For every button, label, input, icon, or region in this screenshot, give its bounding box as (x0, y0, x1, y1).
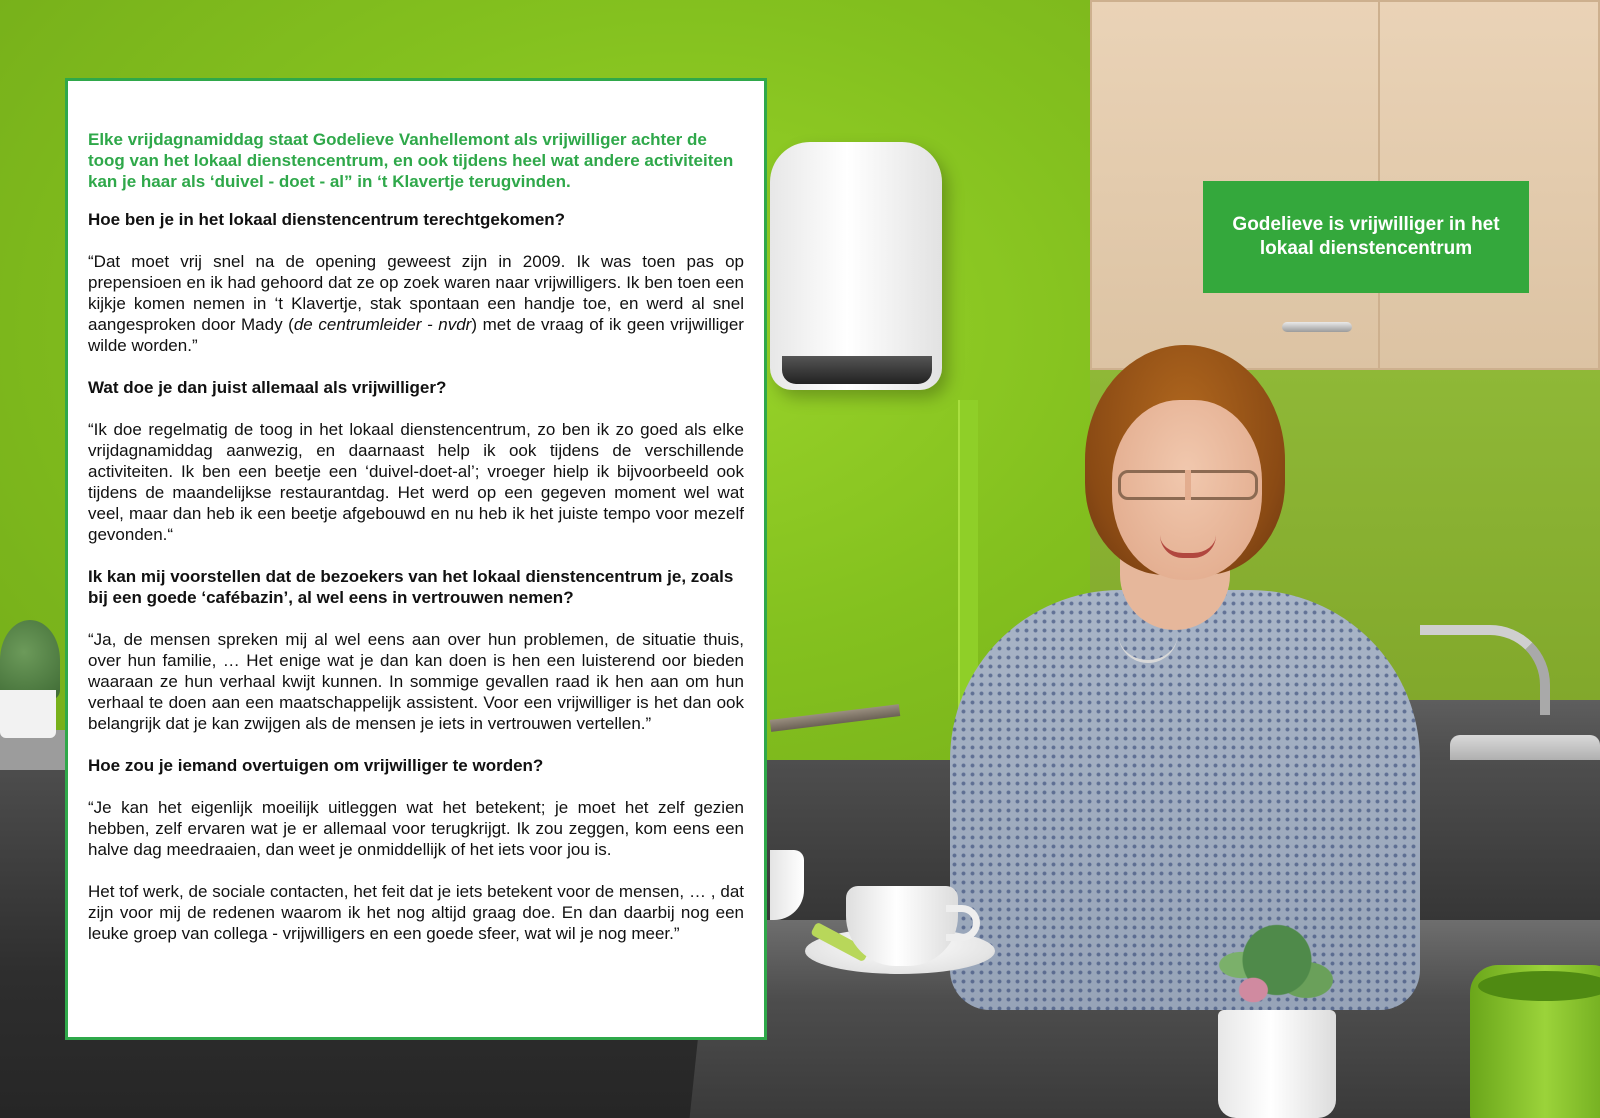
photo-plant-pot (1218, 1010, 1336, 1118)
photo-plant-left (0, 620, 60, 700)
article-panel (65, 78, 767, 1040)
photo-towel-dispenser (770, 142, 942, 390)
photo-person-body (950, 590, 1420, 1010)
answer-3: “Ja, de mensen spreken mij al wel eens aan over hun problemen, de situatie thuis, over hun familie, … Het enige wat je dan kan doen is hen een luisterend oor bieden waaraan ze hun verhaal kwijt kunnen. In sommige gevallen raad ik hen aan om hun verhaal te doen aan een maatschappelijk assistent. Voor een vrijwilliger is het dan ook belangrijk dat je kan zwijgen als de mensen je iets in vertrouwen vertellen.” (88, 630, 744, 733)
photo-succulent (1218, 920, 1336, 1020)
question-3: Ik kan mij voorstellen dat de bezoekers van het lokaal dienstencentrum je, zoals bij een goede ‘cafébazin’, al wel eens in vertrouwen nemen? (88, 567, 734, 607)
answer-1-part-1: “Dat moet vrij snel na de opening geweest zijn in 2009. Ik was toen pas op prepensioen en ik had gehoord dat ze op zoek waren naar vrijwilligers. Ik ben toen een kijkje komen nemen in ‘t Klavertje, stak spontaan een handje toe, en werd al snel aangesproken door Mady ( (88, 252, 744, 334)
photo-glasses (1118, 470, 1258, 500)
answer-5: Het tof werk, de sociale contacten, het feit dat je iets betekent voor de mensen, … , dat zijn voor mij de redenen waarom ik het nog altijd graag doe. En dan daarbij nog een leuke groep van collega - vrijwilligers en een goede sfeer, wat wil je nog meer.” (88, 882, 744, 943)
photo-caption (1203, 181, 1529, 293)
photo-pot-left (0, 690, 56, 738)
photo-dispenser-slot (782, 356, 932, 384)
question-4: Hoe zou je iemand overtuigen om vrijwilliger te worden? (88, 756, 544, 775)
article-intro: Elke vrijdagnamiddag staat Godelieve Vanhellemont als vrijwilliger achter de toog van het lokaal dienstencentrum, en ook tijdens heel wat andere activiteiten kan je haar als ‘duivel - doet - al” in ‘t Klavertje terugvinden. (88, 130, 734, 191)
question-1: Hoe ben je in het lokaal dienstencentrum terechtgekomen? (88, 210, 566, 229)
answer-1 (88, 251, 744, 356)
question-2: Wat doe je dan juist allemaal als vrijwilliger? (88, 378, 447, 397)
answer-1-italic-note: de centrumleider - nvdr (293, 315, 472, 334)
cabinet-handle (1282, 322, 1352, 332)
answer-4: “Je kan het eigenlijk moeilijk uitleggen wat het betekent; je moet het zelf gezien hebben, zelf ervaren wat je er allemaal voor terugkrijgt. Ik zou zeggen, kom eens een halve dag meedraaien, dan weet je onmiddellijk of het iets voor jou is. (88, 798, 744, 859)
caption-text: Godelieve is vrijwilliger in het lokaal dienstencentrum (1232, 214, 1500, 259)
answer-1-part-2: ) met de vraag of ik geen vrijwilliger wilde worden.” (88, 315, 744, 355)
photo-green-cup (1470, 965, 1600, 1118)
answer-2: “Ik doe regelmatig de toog in het lokaal dienstencentrum, zo ben ik zo goed als elke vrijdagnamiddag aanwezig, en daarnaast help ik ook tijdens de verschillende activiteiten. Ik ben een beetje een ‘duivel-doet-al’; vroeger hielp ik bijvoorbeeld ook tijdens de maandelijkse restaurantdag. Het werd op een gegeven moment wel wat veel, maar dan heb ik een beetje afgebouwd en nu heb ik het juiste tempo voor mezelf gevonden.“ (88, 420, 744, 544)
